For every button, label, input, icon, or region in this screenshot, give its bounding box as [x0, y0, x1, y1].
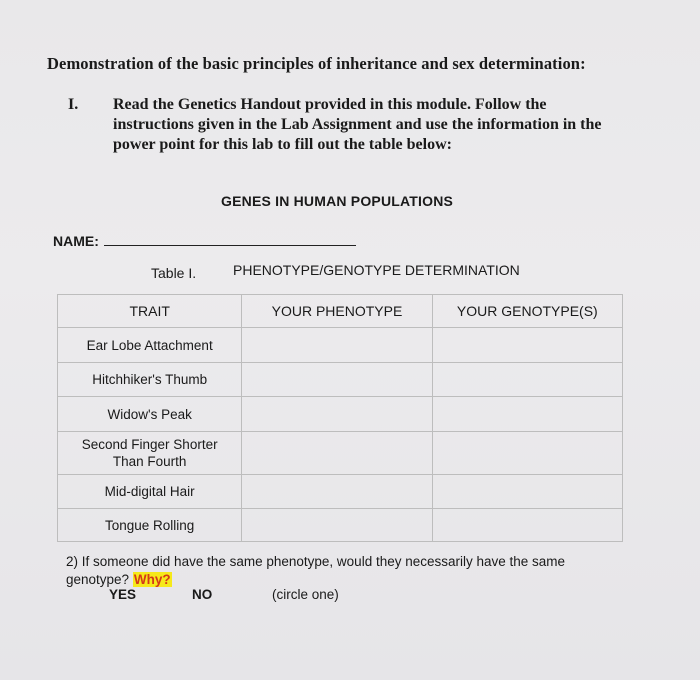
name-blank-line[interactable]: [104, 245, 356, 246]
table-header-row: [58, 295, 623, 328]
genotype-cell[interactable]: [432, 432, 622, 475]
genotype-cell[interactable]: [432, 363, 622, 397]
trait-cell: Hitchhiker's Thumb: [58, 363, 242, 397]
question-2-text: 2) If someone did have the same phenotype, would they necessarily have the same genotype?: [66, 554, 566, 587]
genotype-cell[interactable]: [432, 509, 622, 542]
name-label: NAME:: [53, 233, 99, 249]
table-row: [58, 509, 623, 542]
no-option[interactable]: NO: [192, 587, 213, 602]
yes-option[interactable]: YES: [109, 587, 137, 602]
phenotype-cell[interactable]: [242, 397, 432, 432]
phenotype-cell[interactable]: [242, 432, 432, 475]
circle-one-note: (circle one): [272, 587, 339, 602]
table-row: [58, 328, 623, 363]
genotype-cell[interactable]: [432, 397, 622, 432]
table-label: Table I.: [151, 265, 197, 281]
table-row: [58, 397, 623, 432]
question-2: [66, 553, 626, 589]
header-genotype: YOUR GENOTYPE(S): [432, 295, 622, 328]
phenotype-cell[interactable]: [242, 509, 432, 542]
phenotype-cell[interactable]: [242, 475, 432, 509]
table-row: [58, 475, 623, 509]
page-heading: Demonstration of the basic principles of inheritance and sex determination:: [47, 54, 586, 73]
header-trait: TRAIT: [58, 295, 242, 328]
item-number: I.: [68, 96, 79, 113]
trait-table: [57, 294, 623, 542]
genotype-cell[interactable]: [432, 475, 622, 509]
table-row: [58, 432, 623, 475]
trait-cell: Widow's Peak: [58, 397, 242, 432]
trait-cell: Ear Lobe Attachment: [58, 328, 242, 363]
table-row: [58, 363, 623, 397]
trait-cell: Second Finger Shorter Than Fourth: [58, 432, 242, 475]
genotype-cell[interactable]: [432, 328, 622, 363]
why-highlight: Why?: [133, 572, 171, 587]
table-title: PHENOTYPE/GENOTYPE DETERMINATION: [233, 262, 520, 278]
instructions-text: Read the Genetics Handout provided in this module. Follow the instructions given in the Lab Assignment and use the information in the power point for this lab to fill out the table below:: [113, 96, 602, 153]
phenotype-cell[interactable]: [242, 363, 432, 397]
phenotype-cell[interactable]: [242, 328, 432, 363]
section-title: GENES IN HUMAN POPULATIONS: [221, 193, 454, 209]
trait-cell: Mid-digital Hair: [58, 475, 242, 509]
trait-cell: Tongue Rolling: [58, 509, 242, 542]
header-phenotype: YOUR PHENOTYPE: [242, 295, 432, 328]
